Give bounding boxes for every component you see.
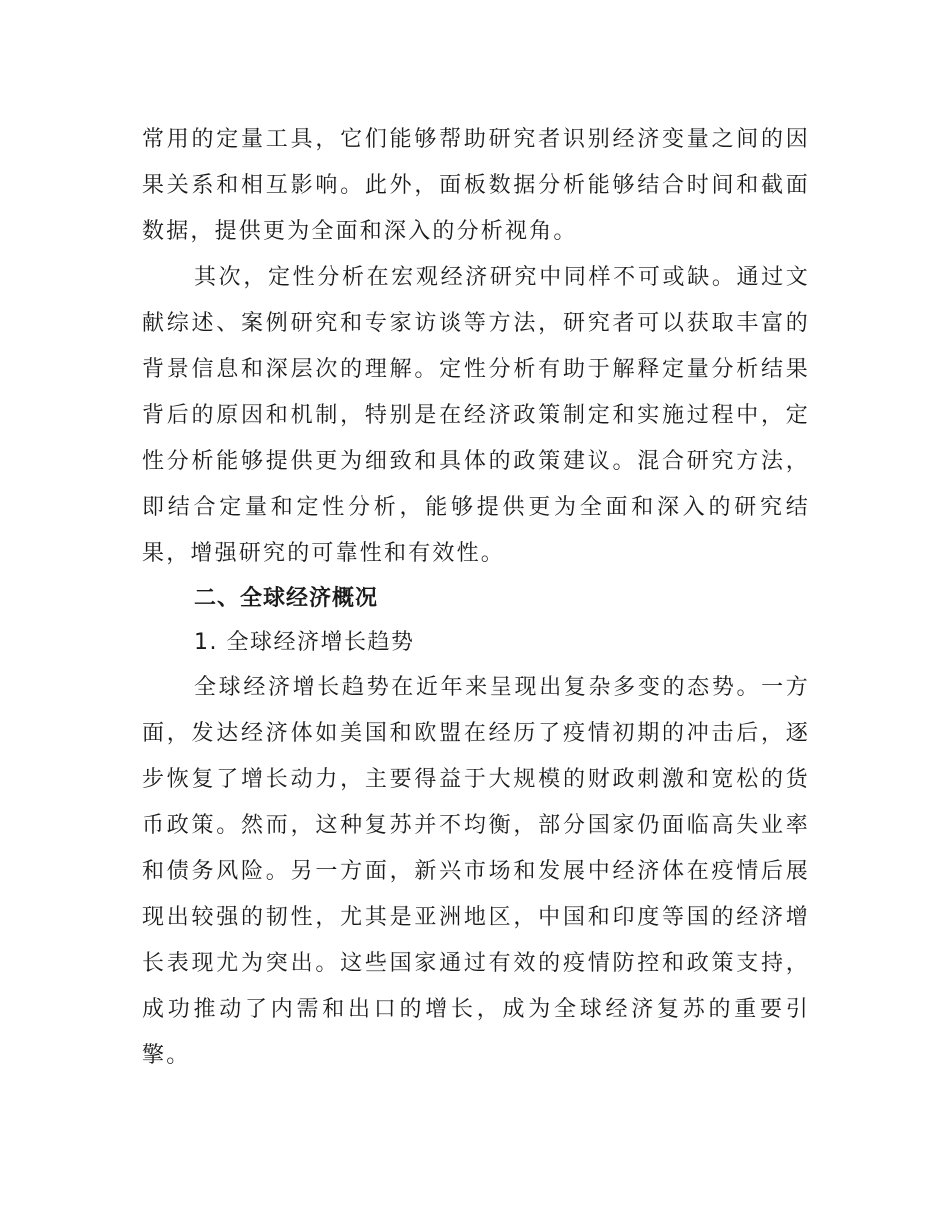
paragraph-continuation: 常用的定量工具，它们能够帮助研究者识别经济变量之间的因果关系和相互影响。此外，面板数据分析能够结合时间和截面数据，提供更为全面和深入的分析视角。 <box>142 127 810 244</box>
subsection-heading: 1. 全球经济增长趋势 <box>194 630 415 655</box>
paragraph-global-growth: 全球经济增长趋势在近年来呈现出复杂多变的态势。一方面，发达经济体如美国和欧盟在经历了疫情初期的冲击后，逐步恢复了增长动力，主要得益于大规模的财政刺激和宽松的货币政策。然而，这种复苏并不均衡，部分国家仍面临高失业率和债务风险。另一方面，新兴市场和发展中经济体在疫情后展现出较强的韧性，尤其是亚洲地区，中国和印度等国的经济增长表现尤为突出。这些国家通过有效的疫情防控和政策支持，成功推动了内需和出口的增长，成为全球经济复苏的重要引擎。 <box>142 675 810 1068</box>
section-heading: 二、全球经济概况 <box>194 586 379 611</box>
paragraph-qualitative-analysis: 其次，定性分析在宏观经济研究中同样不可或缺。通过文献综述、案例研究和专家访谈等方法，研究者可以获取丰富的背景信息和深层次的理解。定性分析有助于解释定量分析结果背后的原因和机制，特别是在经济政策制定和实施过程中，定性分析能够提供更为细致和具体的政策建议。混合研究方法，即结合定量和定性分析，能够提供更为全面和深入的研究结果，增强研究的可靠性和有效性。 <box>142 265 810 566</box>
document-body <box>142 117 810 1079</box>
